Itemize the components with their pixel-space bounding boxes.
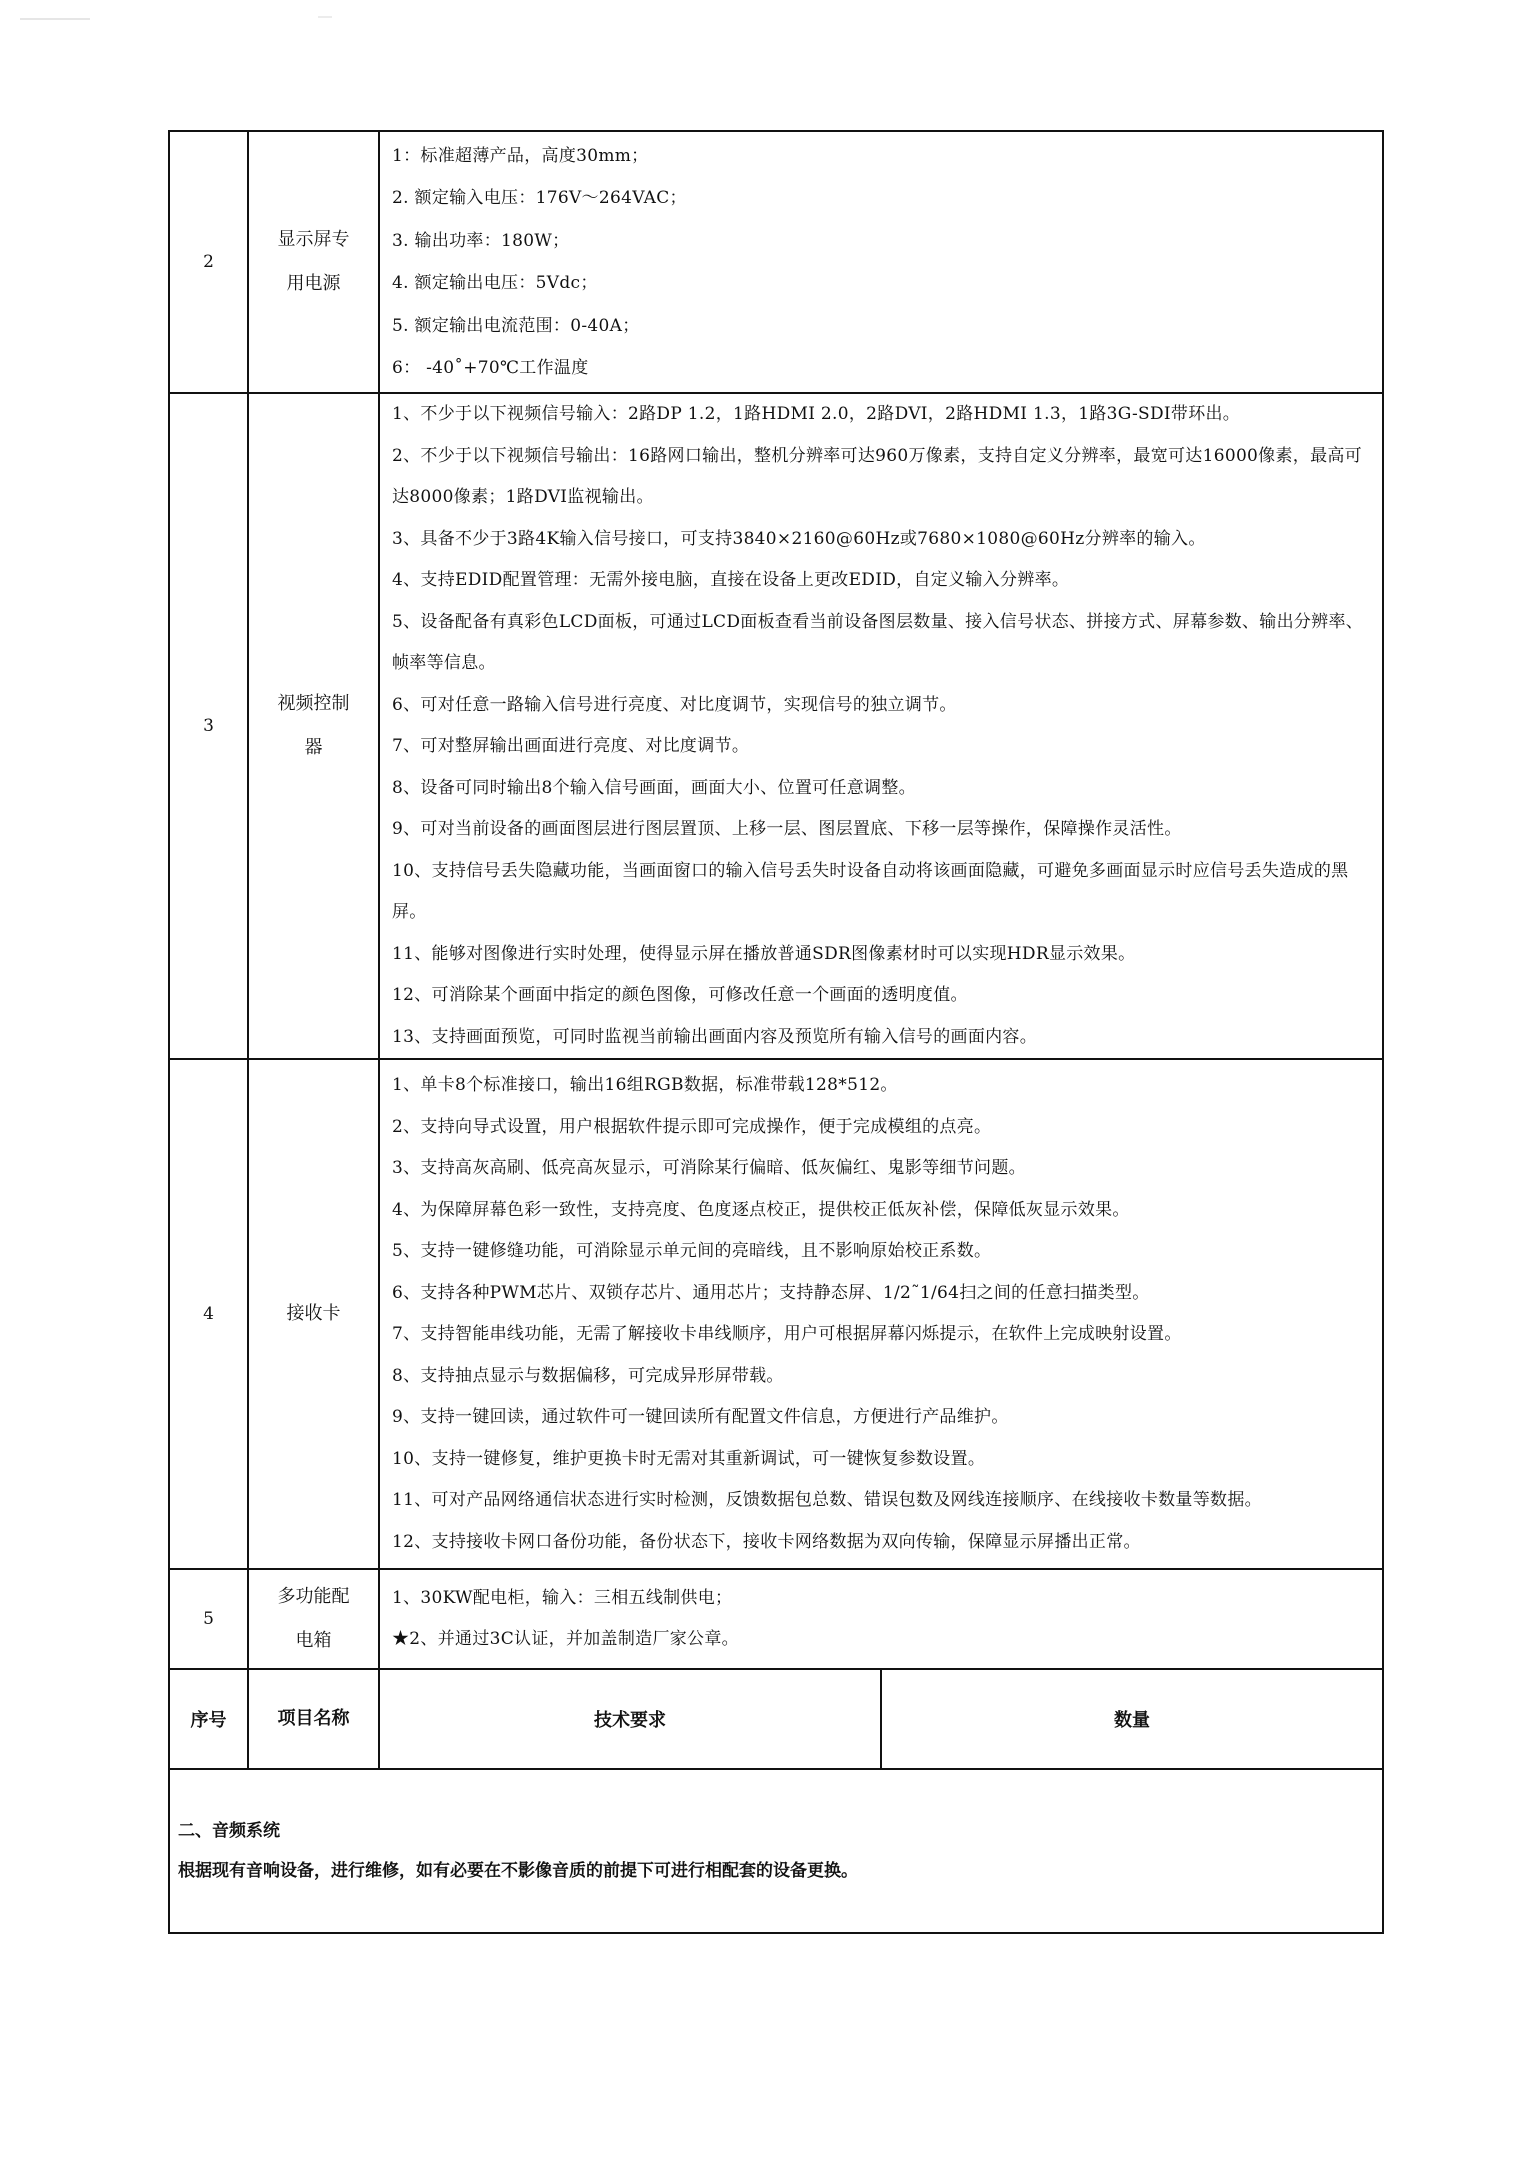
table-header-row <box>169 1669 1383 1769</box>
requirement-item: ★2、并通过3C认证，并加盖制造厂家公章。 <box>392 1629 739 1649</box>
requirement-item: 2、不少于以下视频信号输出：16路网口输出，整机分辨率可达960万像素，支持自定义分辨率，最宽可达16000像素，最高可达8000像素；1路DVI监视输出。 <box>392 445 1362 507</box>
requirement-item: 1：标准超薄产品，高度30mm； <box>392 145 649 166</box>
item-name-line: 器 <box>304 737 323 758</box>
requirement-item: 6： -40˚+70℃工作温度 <box>392 358 589 378</box>
requirement-item: 8、支持抽点显示与数据偏移，可完成异形屏带载。 <box>392 1365 784 1386</box>
requirement-item: 2. 额定输入电压：176V～264VAC； <box>392 188 687 208</box>
header-name: 项目名称 <box>248 1669 379 1769</box>
requirement-item: 12、可消除某个画面中指定的颜色图像，可修改任意一个画面的透明度值。 <box>392 985 968 1005</box>
item-name-line: 电箱 <box>295 1630 332 1651</box>
header-requirements: 技术要求 <box>379 1669 881 1769</box>
requirement-item: 2、支持向导式设置，用户根据软件提示即可完成操作，便于完成模组的点亮。 <box>392 1116 992 1137</box>
requirement-item: 5、设备配备有真彩色LCD面板，可通过LCD面板查看当前设备图层数量、接入信号状态、拼接方式、屏幕参数、输出分辨率、帧率等信息。 <box>392 611 1364 673</box>
requirement-item: 3、具备不少于3路4K输入信号接口，可支持3840×2160@60Hz或7680×1080@60Hz分辨率的输入。 <box>392 528 1206 549</box>
requirement-item: 5. 额定输出电流范围：0-40A； <box>392 315 640 336</box>
scan-artifact <box>20 18 90 20</box>
requirement-item: 7、支持智能串线功能，无需了解接收卡串线顺序，用户可根据屏幕闪烁提示，在软件上完成映射设置。 <box>392 1324 1182 1344</box>
item-name <box>248 131 379 393</box>
scan-artifact <box>318 16 332 18</box>
requirement-item: 1、30KW配电柜，输入：三相五线制供电； <box>392 1587 733 1608</box>
item-name <box>248 1059 379 1569</box>
item-name <box>248 393 379 1059</box>
requirement-item: 3、支持高灰高刷、低亮高灰显示，可消除某行偏暗、低灰偏红、鬼影等细节问题。 <box>392 1158 1026 1178</box>
requirements-cell <box>379 393 1383 1059</box>
table-row <box>169 1569 1383 1669</box>
table-row <box>169 393 1383 1059</box>
item-name <box>248 1569 379 1669</box>
audio-section-row <box>169 1769 1383 1933</box>
requirement-item: 7、可对整屏输出画面进行亮度、对比度调节。 <box>392 736 750 756</box>
requirement-item: 9、可对当前设备的画面图层进行图层置顶、上移一层、图层置底、下移一层等操作，保障操作灵活性。 <box>392 819 1182 839</box>
item-name-line: 显示屏专 <box>277 229 350 250</box>
table-row <box>169 1059 1383 1569</box>
header-quantity: 数量 <box>881 1669 1383 1769</box>
audio-section-title: 二、音频系统 <box>178 1821 280 1841</box>
spec-table <box>168 130 1384 1934</box>
row-number: 3 <box>169 393 248 1059</box>
requirement-item: 8、设备可同时输出8个输入信号画面，画面大小、位置可任意调整。 <box>392 777 916 798</box>
requirement-item: 12、支持接收卡网口备份功能，备份状态下，接收卡网络数据为双向传输，保障显示屏播出正常。 <box>392 1531 1141 1552</box>
requirement-item: 3. 输出功率：180W； <box>392 230 570 251</box>
requirements-cell <box>379 131 1383 393</box>
requirement-item: 1、不少于以下视频信号输入：2路DP 1.2，1路HDMI 2.0，2路DVI，2路HDMI 1.3，1路3G-SDI带环出。 <box>392 404 1241 424</box>
requirement-item: 4、支持EDID配置管理：无需外接电脑，直接在设备上更改EDID，自定义输入分辨率。 <box>392 570 1070 590</box>
requirement-item: 11、能够对图像进行实时处理，使得显示屏在播放普通SDR图像素材时可以实现HDR显示效果。 <box>392 943 1136 964</box>
requirement-item: 9、支持一键回读，通过软件可一键回读所有配置文件信息，方便进行产品维护。 <box>392 1407 1009 1427</box>
row-number: 4 <box>169 1059 248 1569</box>
table-row <box>169 131 1383 393</box>
requirement-item: 10、支持信号丢失隐藏功能，当画面窗口的输入信号丢失时设备自动将该画面隐藏，可避免多画面显示时应信号丢失造成的黑屏。 <box>392 860 1349 922</box>
item-name-line: 视频控制 <box>277 693 350 714</box>
item-name-line: 用电源 <box>286 273 341 294</box>
requirement-item: 10、支持一键修复，维护更换卡时无需对其重新调试，可一键恢复参数设置。 <box>392 1448 986 1469</box>
requirement-item: 1、单卡8个标准接口，输出16组RGB数据，标准带载128*512。 <box>392 1075 898 1095</box>
requirements-cell <box>379 1059 1383 1569</box>
header-no: 序号 <box>169 1669 248 1769</box>
row-number: 2 <box>169 131 248 393</box>
row-number: 5 <box>169 1569 248 1669</box>
audio-section-text: 根据现有音响设备，进行维修，如有必要在不影像音质的前提下可进行相配套的设备更换。 <box>178 1861 858 1881</box>
requirement-item: 4. 额定输出电压：5Vdc； <box>392 273 598 293</box>
requirement-item: 13、支持画面预览，可同时监视当前输出画面内容及预览所有输入信号的画面内容。 <box>392 1026 1038 1047</box>
requirement-item: 6、可对任意一路输入信号进行亮度、对比度调节，实现信号的独立调节。 <box>392 694 957 715</box>
requirement-item: 4、为保障屏幕色彩一致性，支持亮度、色度逐点校正，提供校正低灰补偿，保障低灰显示效果。 <box>392 1199 1130 1220</box>
requirement-item: 5、支持一键修缝功能，可消除显示单元间的亮暗线，且不影响原始校正系数。 <box>392 1241 992 1261</box>
audio-section <box>169 1769 1383 1933</box>
requirement-item: 6、支持各种PWM芯片、双锁存芯片、通用芯片；支持静态屏、1/2˜1/64扫之间的任意扫描类型。 <box>392 1282 1150 1303</box>
requirements-cell <box>379 1569 1383 1669</box>
requirement-item: 11、可对产品网络通信状态进行实时检测，反馈数据包总数、错误包数及网线连接顺序、在线接收卡数量等数据。 <box>392 1490 1262 1510</box>
item-name-line: 接收卡 <box>286 1303 341 1324</box>
item-name-line: 多功能配 <box>277 1586 350 1607</box>
